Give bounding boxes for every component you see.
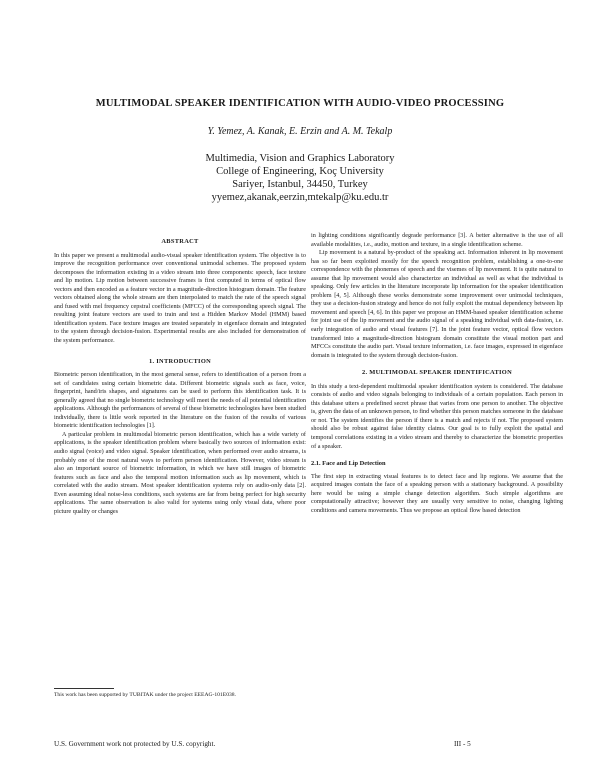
right-column (311, 232, 563, 524)
author-emails: yyemez,akanak,eerzin,mtekalp@ku.edu.tr (211, 192, 389, 203)
section-2-heading: 2. MULTIMODAL SPEAKER IDENTIFICATION (362, 369, 512, 377)
subsection-2-1-text: The first step in extracting visual features is to detect face and lip regions. We assume that the acquired images contain the face of a speaking person with a stationary background. A possibility here would be using a simple change detection algorithm. Such simple algorithms are computationally attractive; however they are usually very sensitive to noise, changing lighting conditions and camera movements. Thus we propose an optical flow based detection (311, 472, 563, 514)
abstract-text: In this paper we present a multimodal audio-visual speaker identification system. The objective is to improve the recognition performance over conventional unimodal schemes. The proposed system decomposes the information existing in a video stream into three components: speech, face texture and lip motion. Lip motion between successive frames is first computed in terms of optical flow vectors and then encoded as a feature vector in a magnitude-direction histogram domain. The feature vectors obtained along the whole stream are then interpolated to match the rate of the speech signal and fused with mel frequency cepstral coefficients (MFCC) of the corresponding speech signal. The resulting joint feature vectors are used to train and test a Hidden Markov Model (HMM) based identification system. Face texture images are treated separately in eigenface domain and integrated to the system through decision-fusion. Experimental results are also included for demonstration of the system performance. (54, 251, 306, 345)
footnote: This work has been supported by TUBITAK under the project EEEAG-101E038. (54, 692, 236, 698)
introduction-body (54, 371, 306, 516)
affiliation-line: Multimedia, Vision and Graphics Laboratory (205, 153, 395, 164)
left-column (54, 238, 306, 525)
copyright-notice: U.S. Government work not protected by U.S. copyright. (54, 740, 216, 748)
section-2-body (311, 383, 563, 451)
paper-authors: Y. Yemez, A. Kanak, E. Erzin and A. M. Tekalp (207, 126, 393, 137)
affiliation-block (40, 152, 560, 204)
introduction-heading: 1. INTRODUCTION (148, 357, 212, 365)
page-number: III - 5 (454, 740, 471, 748)
abstract-body (54, 252, 306, 346)
intro-continued-text: in lighting conditions significantly degrade performance [3]. A better alternative is the use of all available modalities, i.e., audio, motion and texture, in a single identification scheme. (311, 232, 563, 248)
abstract-heading: ABSTRACT (161, 238, 199, 245)
footnote-rule (54, 688, 114, 689)
subsection-2-1-heading: 2.1. Face and Lip Detection (311, 460, 386, 468)
section-2-text: In this study a text-dependent multimodal speaker identification system is considered. The database consists of audio and video signals belonging to individuals of a certain population. Each person in this database utters a predefined secret phrase that varies from one person to another. The objective is, given the data of an unknown person, to find whether this person matches someone in the database or not. The system identifies the person if there is a match and rejects if not. The proposed system should also be robust against false identity claims. Our goal is to fully exploit the spatial and temporal correlations existing in a video stream and thereby to characterize the biometric properties of a speaker. (311, 382, 563, 450)
affiliation-line: Sariyer, Istanbul, 34450, Turkey (232, 179, 368, 190)
intro-paragraph: Lip movement is a natural by-product of the speaking act. Information inherent in lip movement has so far been exploited mostly for the speech recognition problem, establishing a one-to-one correspondence with the phonemes of speech and the visemes of lip movement. It is quite natural to assume that lip movement would also characterize an individual as well as what the individual is speaking. Only few articles in the literature incorporate lip information for the speaker identification problem [4, 5]. Although these works demonstrate some improvement over unimodal techniques, they use a decision-fusion strategy and hence do not fully exploit the mutual dependency between lip movement and speech [4, 6]. In this paper we propose an HMM-based speaker identification scheme for joint use of the lip movement and the audio signal of a speaking individual with data-fusion, i.e. early integration of audio and visual features [7]. In the joint feature vector, optical flow vectors transformed into a magnitude-direction histogram domain constitute the visual motion part and MFCCs constitute the audio part. Visual texture information, i.e. face images, expressed in eigenface domain is integrated to the system through decision-fusion. (311, 249, 563, 359)
intro-paragraph: A particular problem in multimodal biometric person identification, which has a wide variety of applications, is the speaker identification problem where basically two sources of information exist: audio signal (voice) and video signal. Speaker identification, when performed over audio streams, is probably one of the most natural ways to perform person identification. However, video stream is also an important source of biometric information, in which we have still images of biometric features such as face and also the temporal motion information such as lip movement, which is correlated with the audio stream. Most speaker identification systems rely on audio-only data [2]. Even assuming ideal noise-less conditions, such systems are far from being perfect for high security applications. The same observation is also valid for systems using only visual data, where poor picture quality or changes (54, 430, 306, 515)
paper-title: MULTIMODAL SPEAKER IDENTIFICATION WITH AUDIO-VIDEO PROCESSING (95, 98, 505, 109)
subsection-2-1-body (311, 473, 563, 516)
intro-continued (311, 232, 563, 360)
affiliation-line: College of Engineering, Koç University (216, 166, 384, 177)
intro-paragraph: Biometric person identification, in the most general sense, refers to identification of a person from a set of candidates using certain biometric data. Different biometric signals such as face, voice, fingerprint, hand/iris shapes, and signatures can be used to perform this identification task. It is generally agreed that no single biometric technology will meet the needs of all potential identification applications. Although the performances of several of these biometric technologies have been studied individually, there is little work reported in the literature on the fusion of the results of various biometric identification technologies [1]. (54, 371, 306, 430)
